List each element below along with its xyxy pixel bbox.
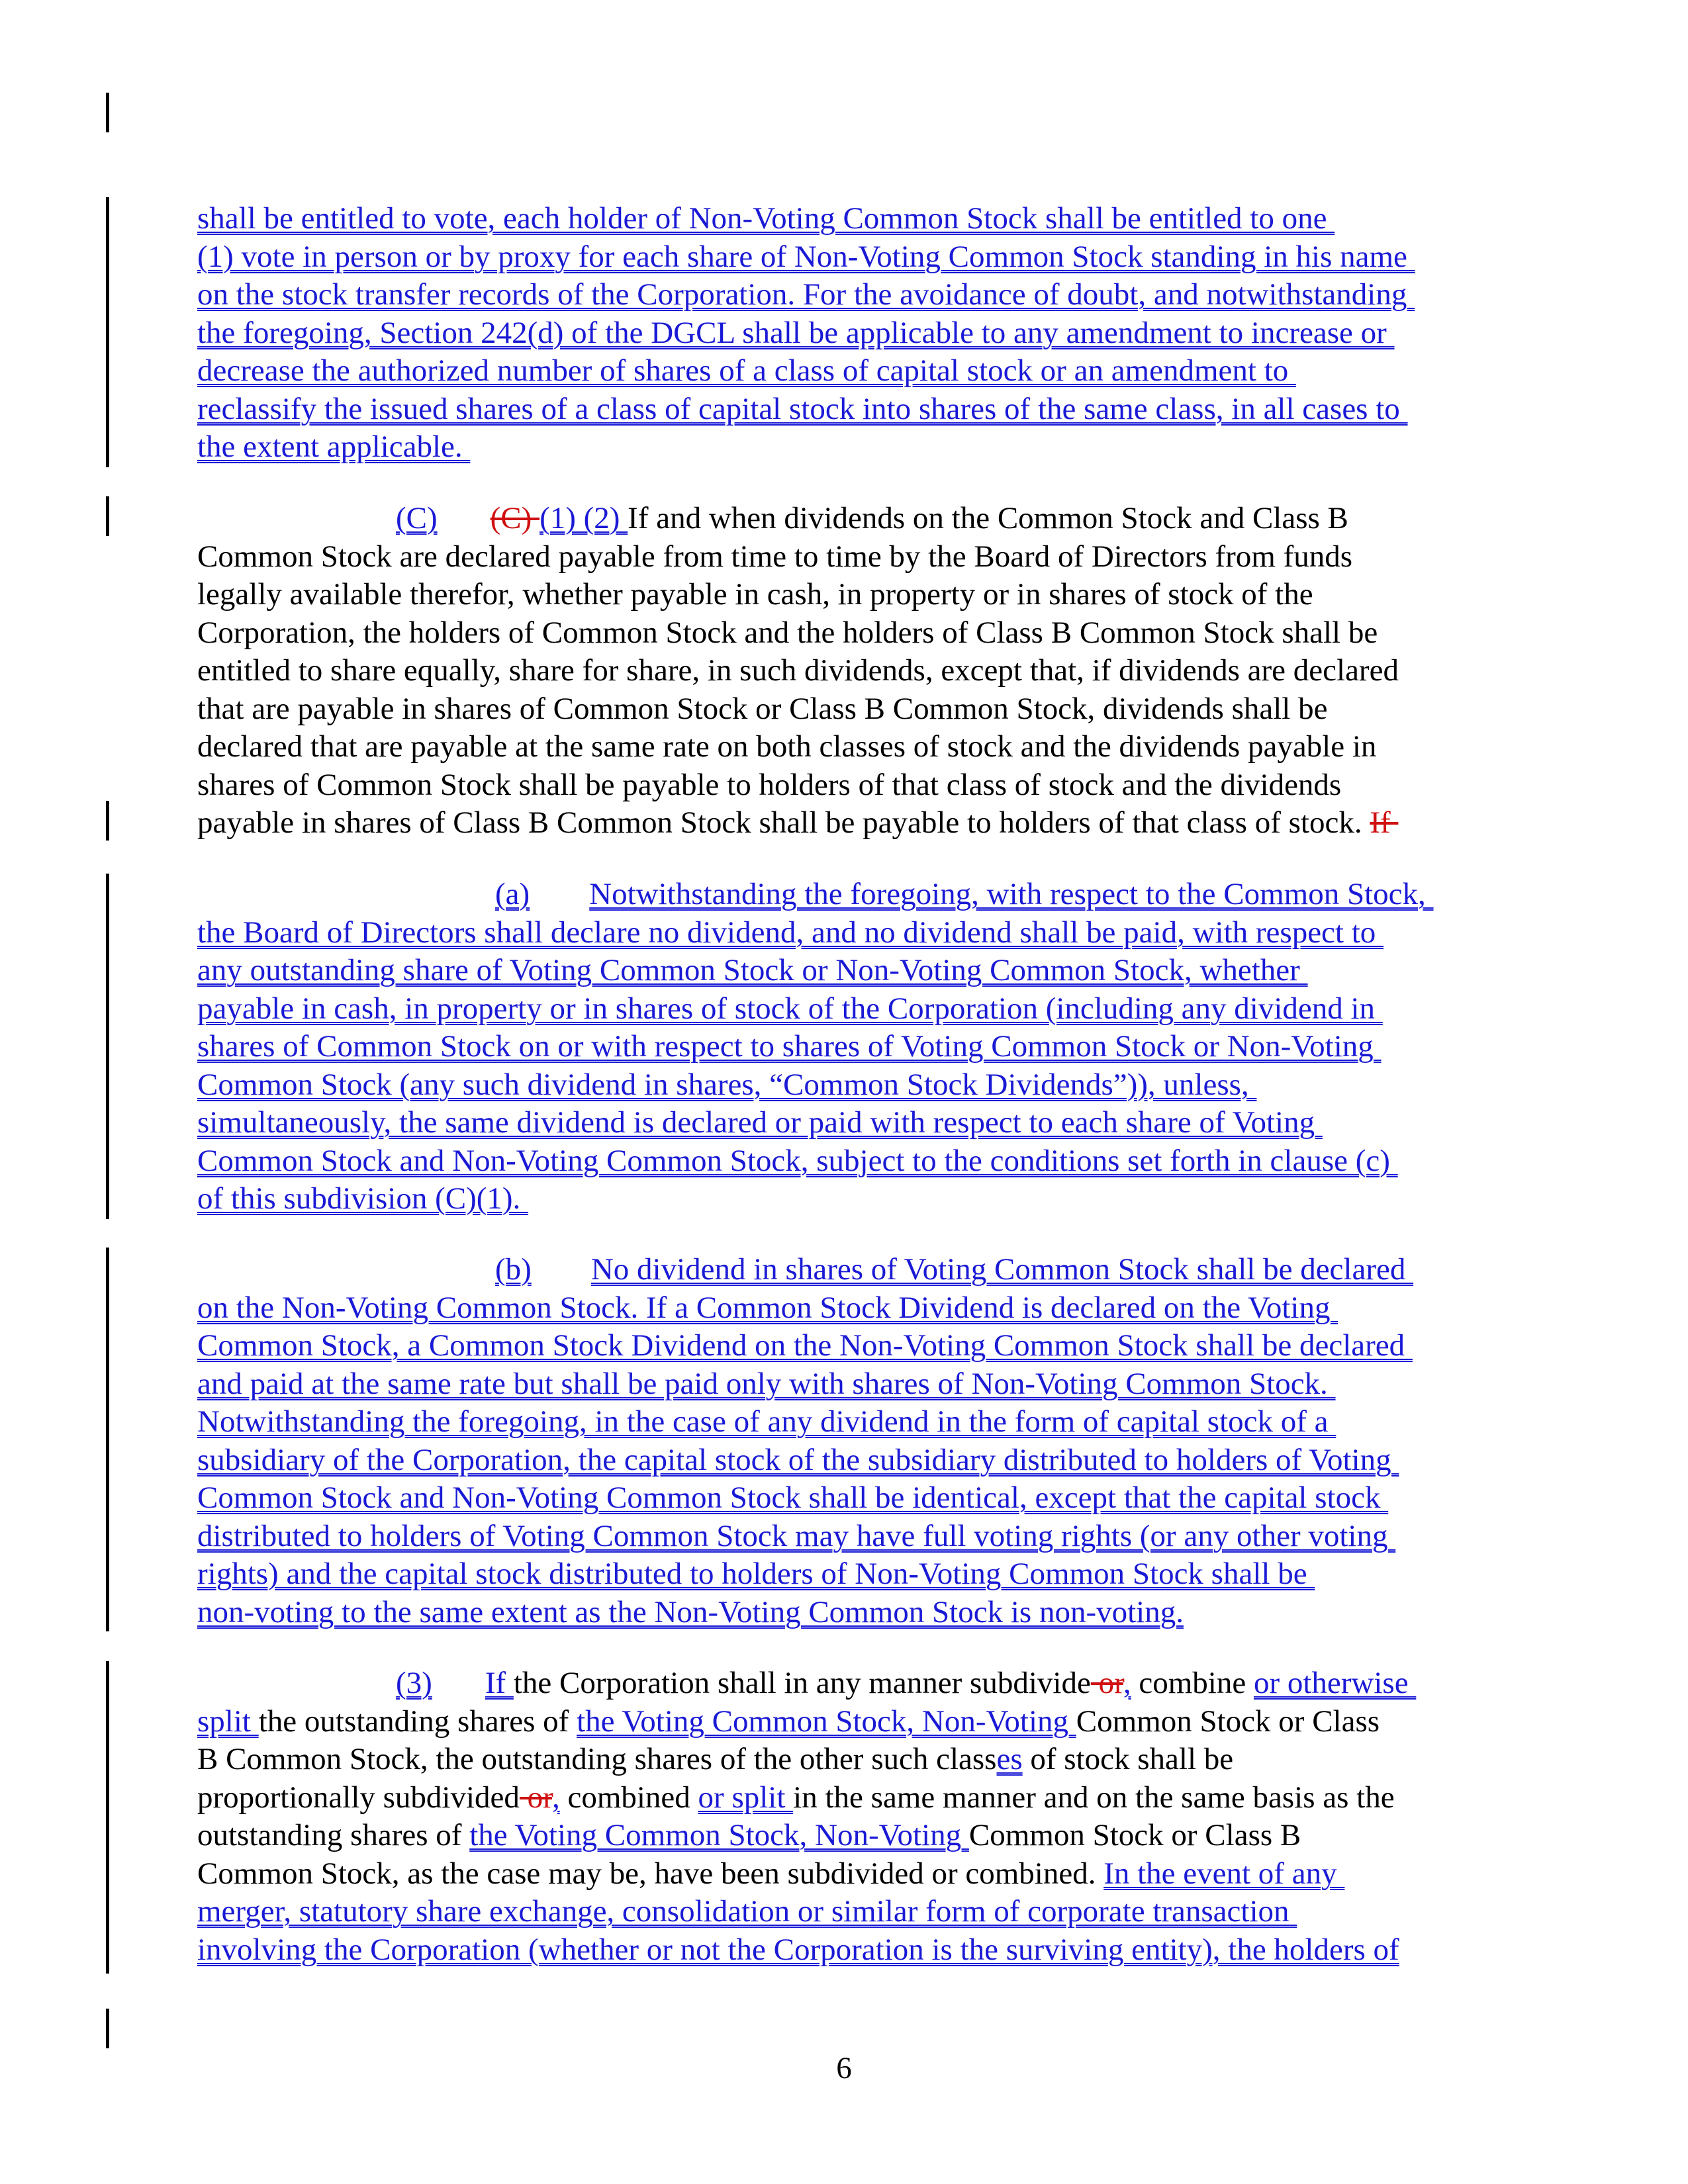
inserted-text: on the Non-Voting Common Stock. If a Common Stock Dividend is declared on the Voting bbox=[197, 1290, 1338, 1325]
inserted-text: or split bbox=[698, 1780, 794, 1815]
inserted-text: simultaneously, the same dividend is declared or paid with respect to each share of Voting bbox=[197, 1105, 1323, 1140]
body-text: entitled to share equally, share for share, in such dividends, except that, if dividends are declared bbox=[197, 653, 1399, 688]
body-text: Corporation, the holders of Common Stock and the holders of Class B Common Stock shall be bbox=[197, 615, 1378, 650]
change-bar bbox=[106, 1661, 109, 1974]
body-text: combine bbox=[1131, 1666, 1254, 1700]
inserted-text: decrease the authorized number of shares of a class of capital stock or an amendment to bbox=[197, 353, 1297, 388]
inserted-text: any outstanding share of Voting Common Stock or Non-Voting Common Stock, whether bbox=[197, 953, 1308, 987]
body-text: If and when dividends on the Common Stock and Class B bbox=[628, 501, 1348, 535]
section-label: (3) bbox=[396, 1666, 432, 1700]
inserted-text: If bbox=[485, 1666, 514, 1700]
inserted-text: No dividend in shares of Voting Common Stock shall be declared bbox=[590, 1252, 1414, 1287]
body-text: Common Stock are declared payable from time to time by the Board of Directors from funds bbox=[197, 539, 1353, 574]
body-text: proportionally subdivided bbox=[197, 1780, 520, 1815]
inserted-text: the Board of Directors shall declare no dividend, and no dividend shall be paid, with respect to bbox=[197, 915, 1384, 950]
body-text: declared that are payable at the same rate on both classes of stock and the dividends payable in bbox=[197, 729, 1377, 764]
change-bar bbox=[106, 197, 109, 467]
inserted-text: rights) and the capital stock distributed to holders of Non-Voting Common Stock shall be bbox=[197, 1557, 1315, 1591]
paragraph-subclause-a bbox=[197, 876, 1495, 1218]
change-bar bbox=[106, 1248, 109, 1631]
body-text: that are payable in shares of Common Stock or Class B Common Stock, dividends shall be bbox=[197, 691, 1328, 726]
change-bar bbox=[106, 801, 109, 841]
deleted-text: or bbox=[519, 1780, 552, 1815]
inserted-text: shall be entitled to vote, each holder of Non-Voting Common Stock shall be entitled to one bbox=[197, 201, 1335, 236]
inserted-text: the Voting Common Stock, Non-Voting bbox=[469, 1818, 969, 1852]
inserted-text: shares of Common Stock on or with respect to shares of Voting Common Stock or Non-Voting bbox=[197, 1029, 1382, 1064]
inserted-text: , bbox=[1123, 1666, 1131, 1700]
body-text: shares of Common Stock shall be payable to holders of that class of stock and the dividends bbox=[197, 767, 1342, 802]
body-text: Common Stock, as the case may be, have been subdivided or combined. bbox=[197, 1856, 1104, 1891]
body-text: Common Stock or Class B bbox=[968, 1818, 1301, 1852]
body-text: outstanding shares of bbox=[197, 1818, 470, 1852]
inserted-text: merger, statutory share exchange, consolidation or similar form of corporate transaction bbox=[197, 1894, 1297, 1929]
body-text: payable in shares of Class B Common Stock shall be payable to holders of that class of stock. bbox=[197, 805, 1370, 840]
subclause-label: (a) bbox=[495, 877, 530, 911]
paragraph-subclause-b bbox=[197, 1251, 1495, 1631]
change-bar bbox=[106, 496, 109, 536]
body-text: the outstanding shares of bbox=[258, 1704, 577, 1739]
change-bar bbox=[106, 2009, 109, 2048]
section-label: (C) bbox=[396, 501, 438, 535]
deleted-text: or bbox=[1090, 1666, 1123, 1700]
body-text: Common Stock or Class bbox=[1076, 1704, 1380, 1739]
body-text: combined bbox=[559, 1780, 698, 1815]
inserted-text: Common Stock (any such dividend in shares, “Common Stock Dividends”)), unless, bbox=[197, 1067, 1257, 1102]
inserted-text: subsidiary of the Corporation, the capital stock of the subsidiary distributed to holders of Voting bbox=[197, 1442, 1399, 1477]
inserted-text: Common Stock, a Common Stock Dividend on the Non-Voting Common Stock shall be declared bbox=[197, 1328, 1413, 1363]
inserted-text: , bbox=[551, 1780, 560, 1815]
inserted-text: involving the Corporation (whether or not the Corporation is the surviving entity), the holders of bbox=[197, 1932, 1399, 1967]
inserted-text: (1) (2) bbox=[539, 501, 628, 535]
inserted-text: of this subdivision (C)(1). bbox=[197, 1181, 529, 1216]
page-number: 6 bbox=[836, 2051, 852, 2085]
inserted-text: non-voting to the same extent as the Non-Voting Common Stock is non-voting. bbox=[197, 1594, 1184, 1629]
body-text: legally available therefor, whether payable in cash, in property or in shares of stock of the bbox=[197, 577, 1313, 612]
body-text: in the same manner and on the same basis as the bbox=[793, 1780, 1395, 1815]
subclause-label: (b) bbox=[495, 1252, 532, 1287]
inserted-text: payable in cash, in property or in shares of stock of the Corporation (including any dividend in bbox=[197, 991, 1383, 1026]
body-text: B Common Stock, the outstanding shares of the other such class bbox=[197, 1742, 997, 1776]
inserted-text: (1) vote in person or by proxy for each share of Non-Voting Common Stock standing in his name bbox=[197, 239, 1415, 274]
inserted-text: on the stock transfer records of the Corporation. For the avoidance of doubt, and notwithstanding bbox=[197, 277, 1415, 312]
inserted-text: reclassify the issued shares of a class of capital stock into shares of the same class, in all cases to bbox=[197, 391, 1408, 426]
change-bar bbox=[106, 874, 109, 1219]
inserted-text: or otherwise bbox=[1253, 1666, 1417, 1700]
paragraph-voting-continuation bbox=[197, 200, 1495, 467]
body-text: the Corporation shall in any manner subdivide bbox=[513, 1666, 1091, 1700]
paragraph-dividends bbox=[197, 500, 1495, 842]
paragraph-subdivision bbox=[197, 1664, 1495, 1969]
inserted-text: split bbox=[197, 1704, 259, 1739]
deleted-text: If bbox=[1370, 805, 1399, 840]
inserted-text: and paid at the same rate but shall be paid only with shares of Non-Voting Common Stock. bbox=[197, 1366, 1336, 1401]
inserted-text: the Voting Common Stock, Non-Voting bbox=[577, 1704, 1076, 1739]
body-text: of stock shall be bbox=[1022, 1742, 1234, 1776]
deleted-text: (C) bbox=[490, 501, 540, 535]
inserted-text: Notwithstanding the foregoing, with respect to the Common Stock, bbox=[589, 877, 1434, 911]
inserted-text: the foregoing, Section 242(d) of the DGCL shall be applicable to any amendment to increase or bbox=[197, 315, 1395, 350]
inserted-text: es bbox=[996, 1742, 1023, 1776]
inserted-text: distributed to holders of Voting Common Stock may have full voting rights (or any other voting bbox=[197, 1518, 1396, 1553]
inserted-text: Common Stock and Non-Voting Common Stock, subject to the conditions set forth in clause (c) bbox=[197, 1143, 1398, 1178]
inserted-text: the extent applicable. bbox=[197, 430, 471, 464]
change-bar bbox=[106, 93, 109, 132]
inserted-text: In the event of any bbox=[1103, 1856, 1345, 1891]
inserted-text: Common Stock and Non-Voting Common Stock shall be identical, except that the capital stock bbox=[197, 1480, 1389, 1515]
inserted-text: Notwithstanding the foregoing, in the case of any dividend in the form of capital stock of a bbox=[197, 1404, 1336, 1439]
